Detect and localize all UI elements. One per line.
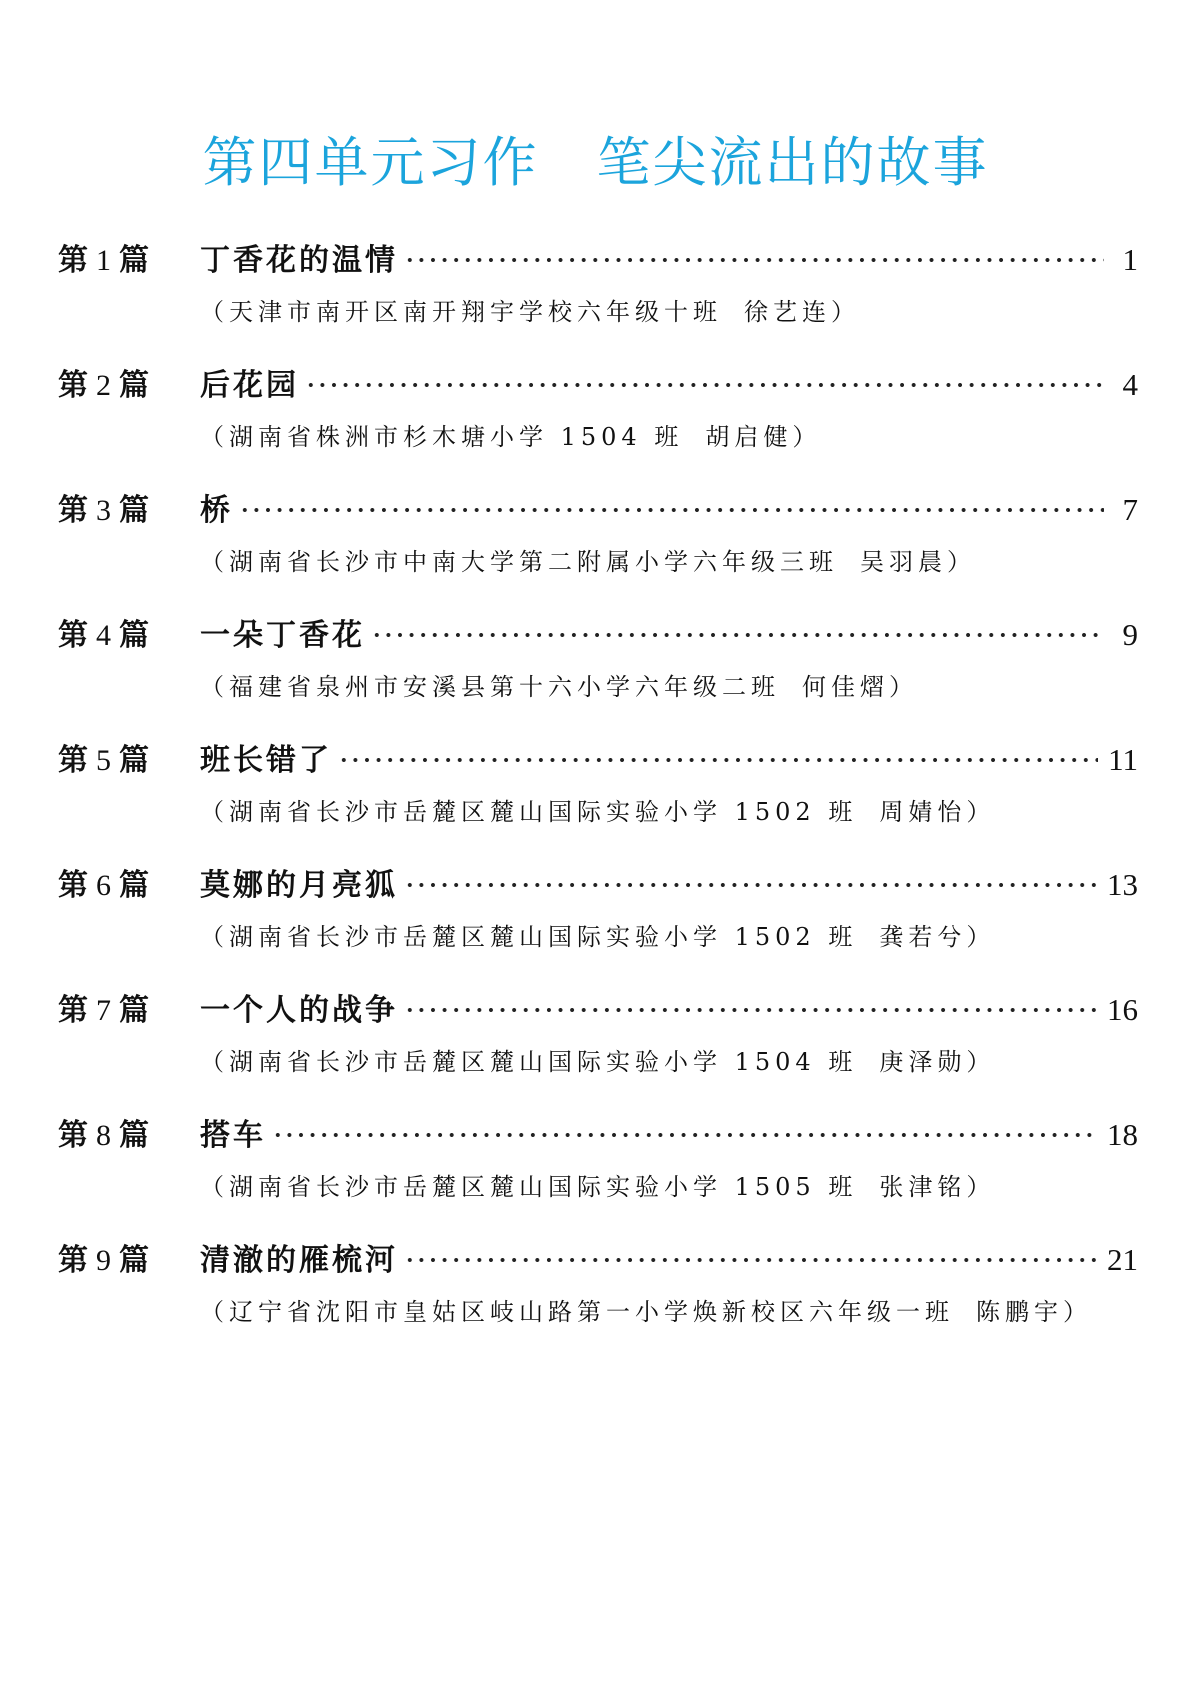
dot-leader <box>272 1120 1097 1150</box>
toc-entry-label <box>58 233 200 289</box>
author-name: 庚泽勋） <box>879 1048 996 1076</box>
dot-leader <box>404 1245 1097 1275</box>
author-school: （湖南省长沙市岳麓区麓山国际实验小学 1502 班 <box>200 798 858 826</box>
toc-entry-title[interactable]: 一朵丁香花 <box>200 618 365 653</box>
label-suffix: 篇 <box>119 493 151 528</box>
author-name: 陈鹏宇） <box>976 1298 1092 1326</box>
label-number: 8 <box>96 1119 113 1152</box>
toc-entry[interactable] <box>58 982 1138 1107</box>
label-suffix: 篇 <box>119 993 151 1028</box>
label-prefix: 第 <box>58 743 90 778</box>
title-part-1: 第四单元习作 <box>202 131 539 194</box>
label-number: 2 <box>96 369 113 402</box>
toc-entry-label <box>58 1233 200 1289</box>
author-name: 何佳熠） <box>802 673 918 701</box>
label-suffix: 篇 <box>119 1243 151 1278</box>
toc-entry-author <box>200 417 821 457</box>
author-school: （湖南省长沙市中南大学第二附属小学六年级三班 <box>200 548 838 576</box>
dot-leader <box>338 745 1098 775</box>
toc-entry-label <box>58 608 200 664</box>
author-school: （天津市南开区南开翔宇学校六年级十班 <box>200 298 722 326</box>
author-name: 徐艺连） <box>744 298 860 326</box>
label-number: 3 <box>96 494 113 527</box>
toc-entry-author <box>200 1292 1092 1332</box>
dot-leader <box>305 370 1104 400</box>
toc-entry-label <box>58 1108 200 1164</box>
author-school: （湖南省长沙市岳麓区麓山国际实验小学 1502 班 <box>200 923 858 951</box>
author-name: 周婧怡） <box>879 798 996 826</box>
toc-entry-title[interactable]: 班长错了 <box>200 743 332 778</box>
label-suffix: 篇 <box>119 868 151 903</box>
toc-entry-author <box>200 292 860 332</box>
toc-entry[interactable] <box>58 357 1138 482</box>
author-school: （湖南省长沙市岳麓区麓山国际实验小学 1505 班 <box>200 1173 858 1201</box>
dot-leader <box>239 495 1104 525</box>
title-part-2: 笔尖流出的故事 <box>596 131 989 194</box>
label-prefix: 第 <box>58 1118 90 1153</box>
label-suffix: 篇 <box>119 243 151 278</box>
label-number: 9 <box>96 1244 113 1277</box>
label-prefix: 第 <box>58 993 90 1028</box>
label-number: 6 <box>96 869 113 902</box>
toc-entry-author <box>200 792 995 832</box>
toc-entry-author <box>200 917 995 957</box>
table-of-contents <box>58 232 1138 1357</box>
toc-entry-page[interactable]: 9 <box>1122 617 1138 652</box>
author-name: 龚若兮） <box>879 923 996 951</box>
toc-entry-label <box>58 858 200 914</box>
toc-entry-label <box>58 733 200 789</box>
label-number: 5 <box>96 744 113 777</box>
toc-entry-line <box>58 732 1138 788</box>
toc-entry-line <box>58 857 1138 913</box>
toc-entry-author <box>200 1167 995 1207</box>
label-suffix: 篇 <box>119 743 151 778</box>
author-name: 胡启健） <box>705 423 822 451</box>
toc-entry[interactable] <box>58 482 1138 607</box>
toc-entry[interactable] <box>58 1107 1138 1232</box>
toc-entry-page[interactable]: 4 <box>1122 367 1138 402</box>
toc-entry[interactable] <box>58 607 1138 732</box>
toc-entry[interactable] <box>58 857 1138 982</box>
toc-entry-line <box>58 357 1138 413</box>
toc-entry-line <box>58 607 1138 663</box>
toc-entry-author <box>200 1042 995 1082</box>
toc-entry-title[interactable]: 后花园 <box>200 368 299 403</box>
toc-entry-author <box>200 667 918 707</box>
author-school: （福建省泉州市安溪县第十六小学六年级二班 <box>200 673 780 701</box>
label-prefix: 第 <box>58 618 90 653</box>
toc-entry-label <box>58 358 200 414</box>
toc-entry-title[interactable]: 丁香花的温情 <box>200 243 398 278</box>
label-prefix: 第 <box>58 1243 90 1278</box>
toc-entry[interactable] <box>58 732 1138 857</box>
toc-entry-page[interactable]: 11 <box>1108 742 1138 777</box>
toc-entry-page[interactable]: 13 <box>1107 867 1138 902</box>
label-suffix: 篇 <box>119 618 151 653</box>
author-school: （湖南省株洲市杉木塘小学 1504 班 <box>200 423 684 451</box>
label-prefix: 第 <box>58 493 90 528</box>
toc-entry-line <box>58 1232 1138 1288</box>
author-school: （湖南省长沙市岳麓区麓山国际实验小学 1504 班 <box>200 1048 858 1076</box>
dot-leader <box>404 245 1104 275</box>
toc-entry-label <box>58 483 200 539</box>
toc-entry-line <box>58 482 1138 538</box>
toc-entry-title[interactable]: 一个人的战争 <box>200 993 398 1028</box>
label-number: 7 <box>96 994 113 1027</box>
toc-entry[interactable] <box>58 232 1138 357</box>
toc-entry-title[interactable]: 清澈的雁梳河 <box>200 1243 398 1278</box>
label-suffix: 篇 <box>119 1118 151 1153</box>
dot-leader <box>371 620 1104 650</box>
dot-leader <box>404 995 1097 1025</box>
toc-entry-page[interactable]: 1 <box>1122 242 1138 277</box>
page-title <box>0 128 1191 198</box>
toc-entry-page[interactable]: 16 <box>1107 992 1138 1027</box>
label-number: 1 <box>96 244 113 277</box>
toc-entry-title[interactable]: 桥 <box>200 493 233 528</box>
label-number: 4 <box>96 619 113 652</box>
label-prefix: 第 <box>58 243 90 278</box>
toc-entry-line <box>58 982 1138 1038</box>
toc-entry-author <box>200 542 976 582</box>
toc-entry-page[interactable]: 21 <box>1107 1242 1138 1277</box>
author-school: （辽宁省沈阳市皇姑区岐山路第一小学焕新校区六年级一班 <box>200 1298 954 1326</box>
dot-leader <box>404 870 1097 900</box>
toc-entry-page[interactable]: 7 <box>1122 492 1138 527</box>
toc-entry-line <box>58 1107 1138 1163</box>
toc-entry-title[interactable]: 莫娜的月亮狐 <box>200 868 398 903</box>
label-prefix: 第 <box>58 368 90 403</box>
toc-entry-line <box>58 232 1138 288</box>
author-name: 张津铭） <box>879 1173 996 1201</box>
toc-entry-page[interactable]: 18 <box>1107 1117 1138 1152</box>
toc-entry-label <box>58 983 200 1039</box>
label-prefix: 第 <box>58 868 90 903</box>
toc-entry[interactable] <box>58 1232 1138 1357</box>
label-suffix: 篇 <box>119 368 151 403</box>
toc-entry-title[interactable]: 搭车 <box>200 1118 266 1153</box>
author-name: 吴羽晨） <box>860 548 976 576</box>
